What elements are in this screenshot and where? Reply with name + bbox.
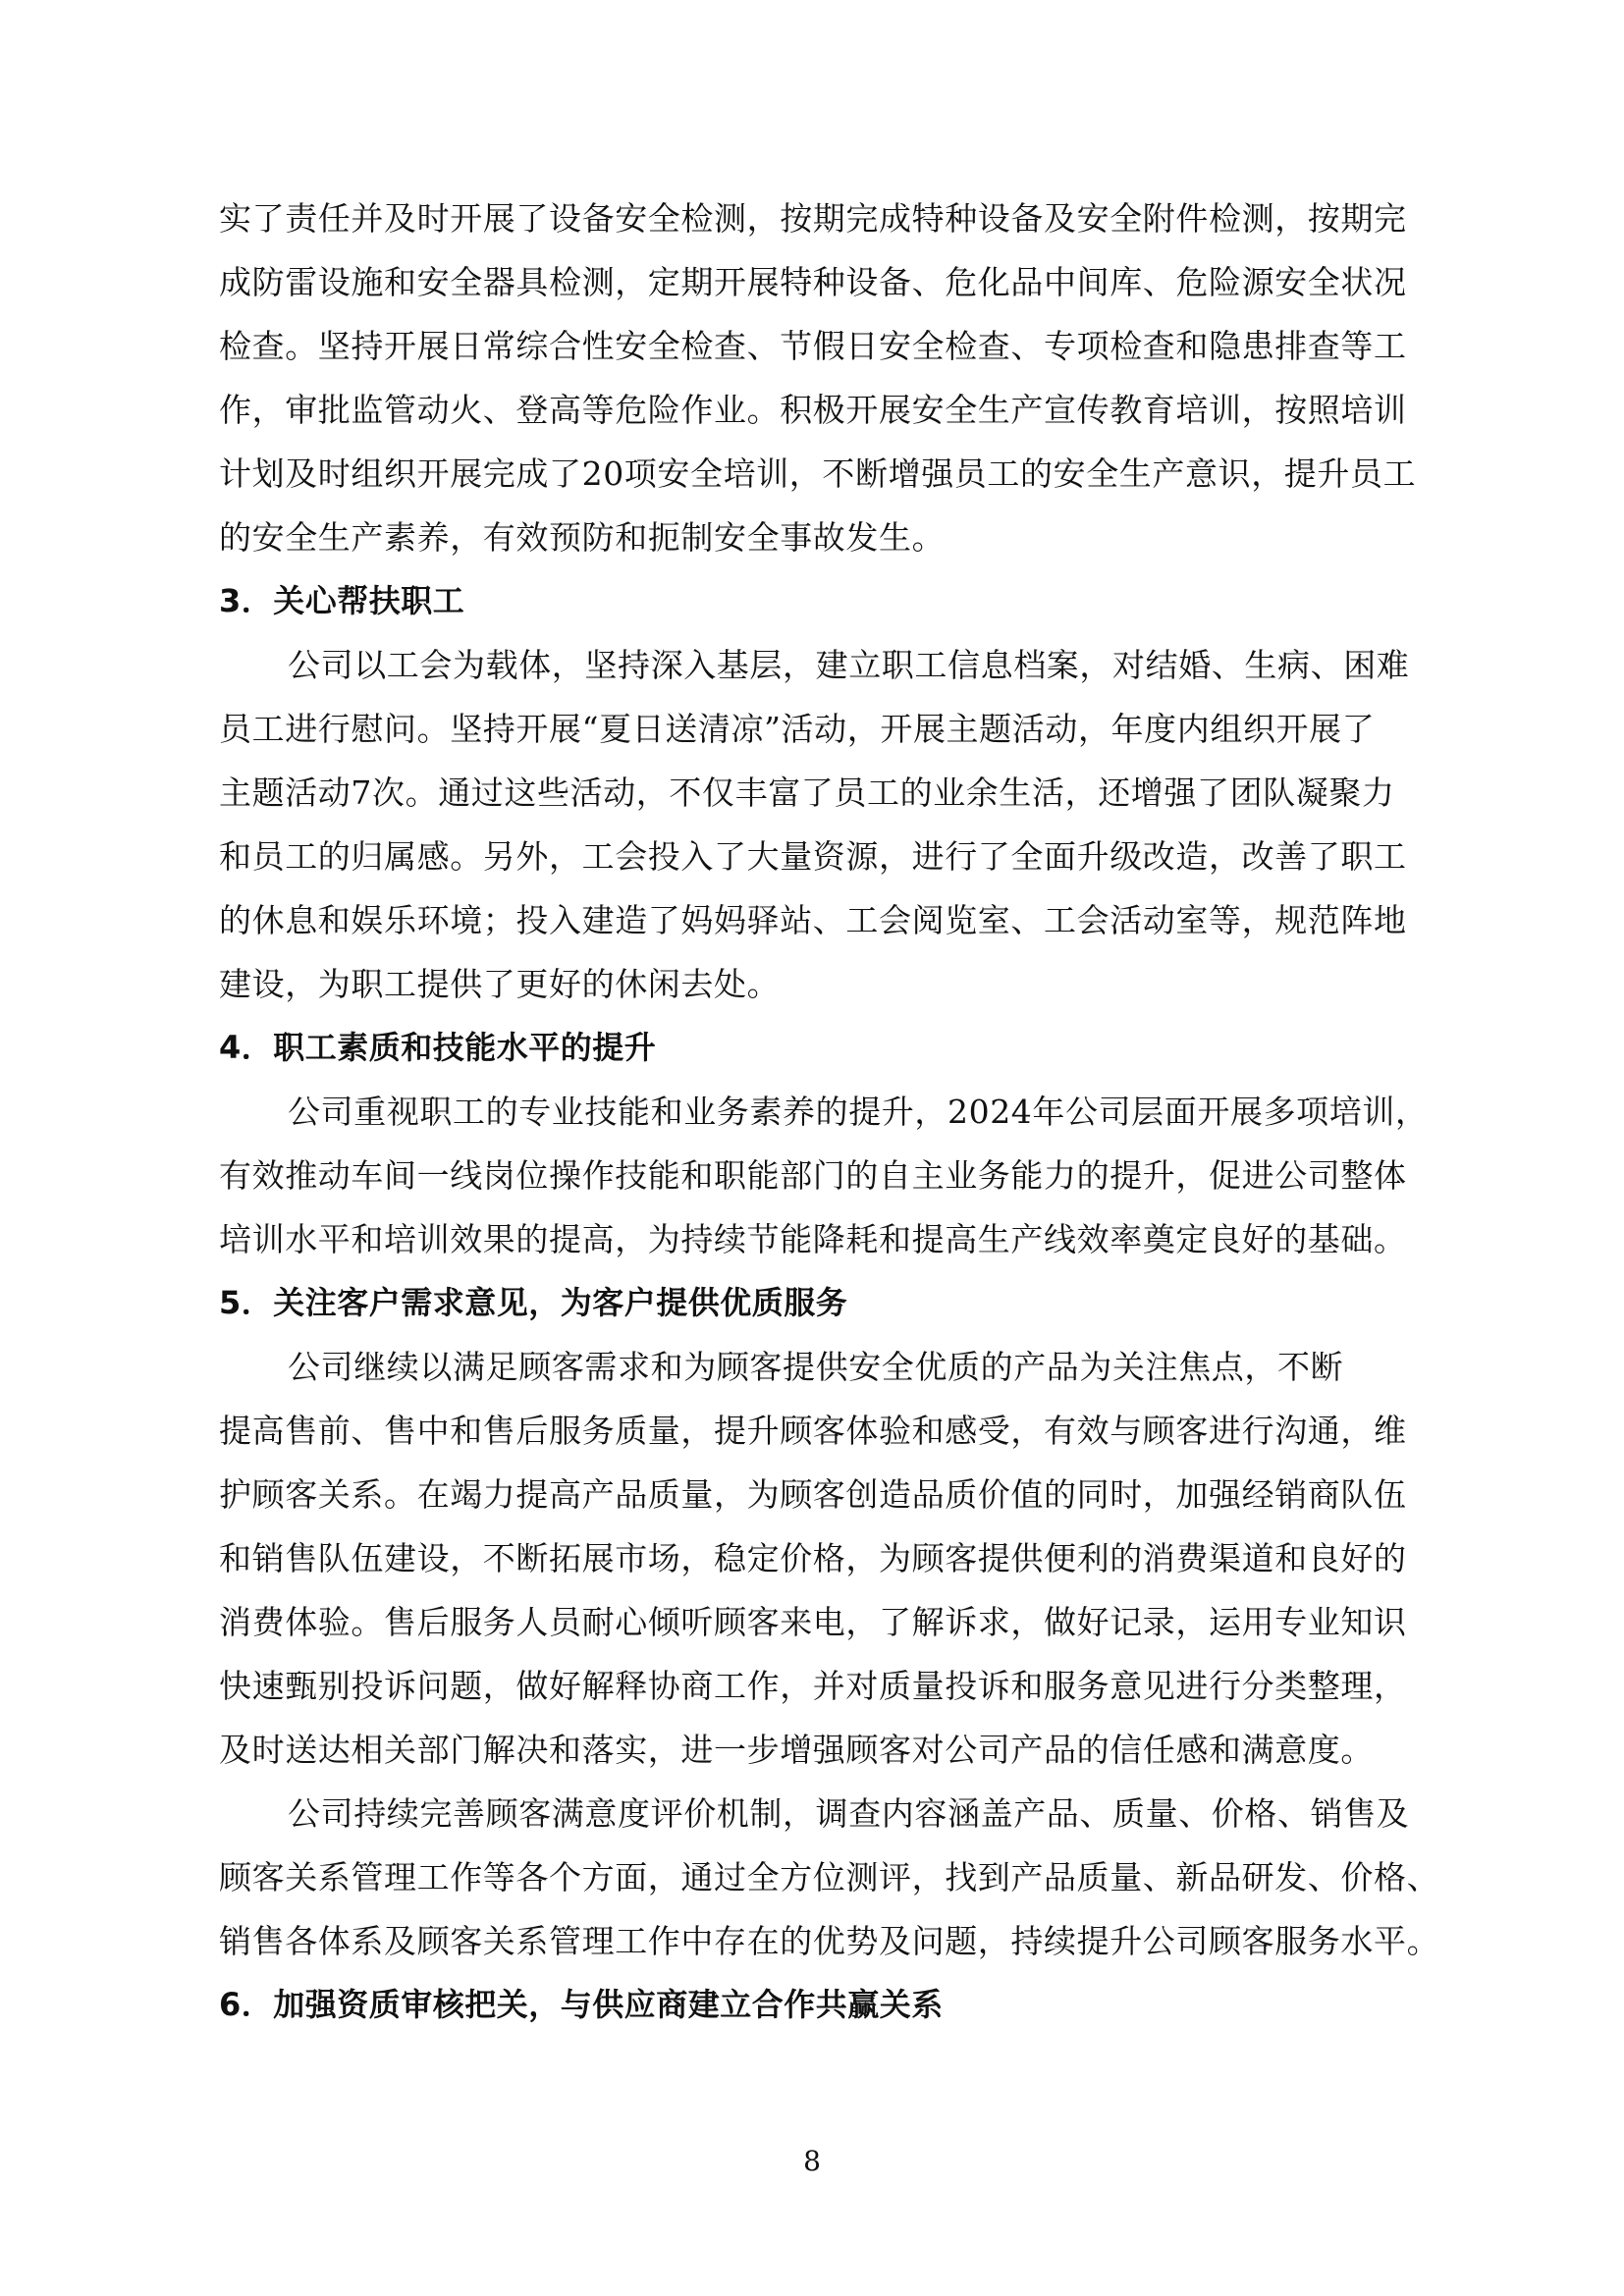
text-line: 的安全生产素养，有效预防和扼制安全事故发生。 (219, 518, 946, 557)
page-number: 8 (803, 2145, 821, 2177)
text-line: 有效推动车间一线岗位操作技能和职能部门的自主业务能力的提升，促进公司整体 (219, 1156, 1407, 1195)
text-line: 和销售队伍建设，不断拓展市场，稳定价格，为顾客提供便利的消费渠道和良好的 (219, 1539, 1407, 1577)
text-line: 检查。坚持开展日常综合性安全检查、节假日安全检查、专项检查和隐患排查等工 (219, 327, 1407, 365)
paragraph-satisfaction (219, 1782, 1440, 1973)
section-heading-4: 4．职工素质和技能水平的提升 (219, 1029, 657, 1066)
text-line: 和员工的归属感。另外，工会投入了大量资源，进行了全面升级改造，改善了职工 (219, 837, 1407, 876)
paragraph-employee-care (219, 633, 1412, 1016)
text-line: 消费体验。售后服务人员耐心倾听顾客来电，了解诉求，做好记录，运用专业知识 (219, 1603, 1407, 1641)
text-line: 员工进行慰问。坚持开展“夏日送清凉”活动，开展主题活动，年度内组织开展了 (219, 710, 1376, 748)
text-line: 主题活动7次。通过这些活动，不仅丰富了员工的业余生活，还增强了团队凝聚力 (219, 774, 1395, 812)
text-line: 实了责任并及时开展了设备安全检测，按期完成特种设备及安全附件检测，按期完 (219, 199, 1407, 238)
paragraph-safety-continued (219, 187, 1417, 569)
text-line: 计划及时组织开展完成了20项安全培训，不断增强员工的安全生产意识，提升员工 (219, 454, 1417, 493)
text-line: 公司继续以满足顾客需求和为顾客提供安全优质的产品为关注焦点，不断 (288, 1348, 1344, 1386)
text-line: 培训水平和培训效果的提高，为持续节能降耗和提高生产线效率奠定良好的基础。 (219, 1220, 1407, 1258)
text-line: 作，审批监管动火、登高等危险作业。积极开展安全生产宣传教育培训，按照培训 (219, 391, 1407, 429)
text-line: 的休息和娱乐环境；投入建造了妈妈驿站、工会阅览室、工会活动室等，规范阵地 (219, 901, 1407, 939)
text-line: 快速甄别投诉问题，做好解释协商工作，并对质量投诉和服务意见进行分类整理， (219, 1667, 1407, 1705)
section-heading-6: 6．加强资质审核把关，与供应商建立合作共赢关系 (219, 1986, 944, 2023)
text-line: 及时送达相关部门解决和落实，进一步增强顾客对公司产品的信任感和满意度。 (219, 1731, 1374, 1769)
text-line: 成防雷设施和安全器具检测，定期开展特种设备、危化品中间库、危险源安全状况 (219, 263, 1407, 301)
section-heading-3: 3．关心帮扶职工 (219, 582, 465, 619)
text-line: 护顾客关系。在竭力提高产品质量，为顾客创造品质价值的同时，加强经销商队伍 (219, 1475, 1407, 1514)
paragraph-customer-service (219, 1335, 1412, 1782)
document-body (219, 187, 1440, 2037)
text-line: 公司重视职工的专业技能和业务素养的提升，2024年公司层面开展多项培训， (288, 1093, 1429, 1131)
text-line: 建设，为职工提供了更好的休闲去处。 (219, 965, 781, 1003)
text-line: 公司持续完善顾客满意度评价机制，调查内容涵盖产品、质量、价格、销售及 (288, 1794, 1410, 1833)
text-line: 销售各体系及顾客关系管理工作中存在的优势及问题，持续提升公司顾客服务水平。 (219, 1922, 1440, 1960)
text-line: 提高售前、售中和售后服务质量，提升顾客体验和感受，有效与顾客进行沟通，维 (219, 1412, 1407, 1450)
text-line: 顾客关系管理工作等各个方面，通过全方位测评，找到产品质量、新品研发、价格、 (219, 1858, 1440, 1896)
paragraph-skills (219, 1080, 1429, 1271)
section-heading-5: 5．关注客户需求意见，为客户提供优质服务 (219, 1284, 848, 1321)
text-line: 公司以工会为载体，坚持深入基层，建立职工信息档案，对结婚、生病、困难 (288, 646, 1410, 684)
